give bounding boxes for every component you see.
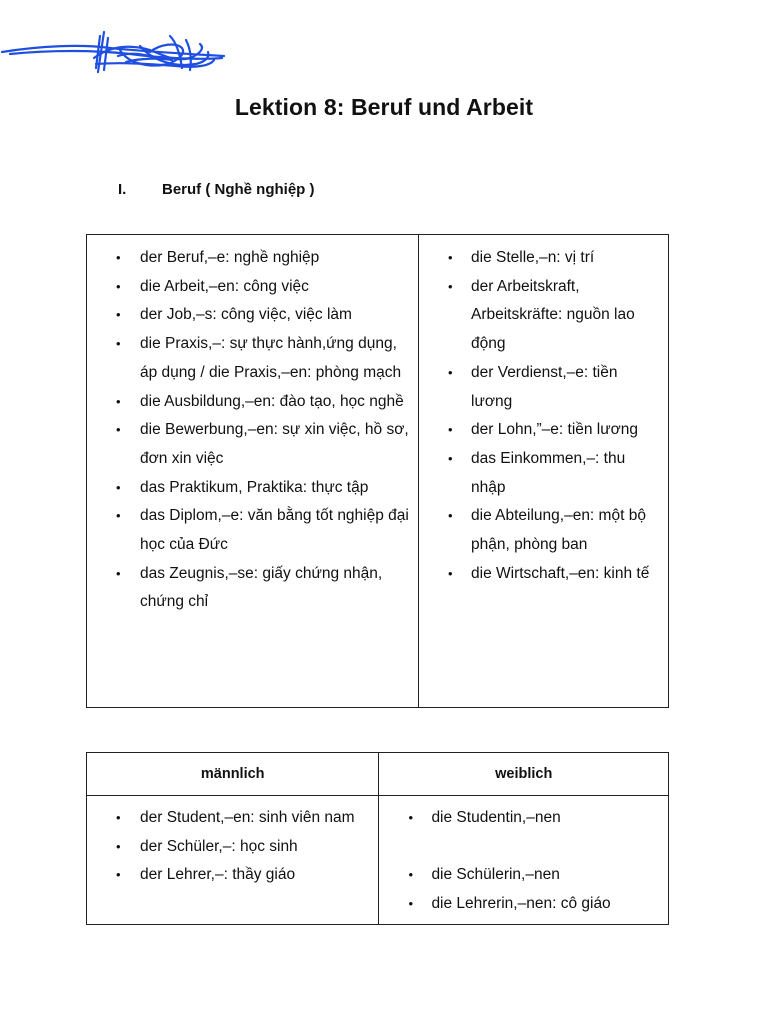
list-item: • das Diplom,–e: văn bằng tốt nghiệp đại học của Đức [87,502,412,559]
blue-scribble-signature [0,28,240,88]
list-item: • die Lehrerin,–nen: cô giáo [379,890,662,919]
list-item: • der Lehrer,–: thầy giáo [87,861,372,890]
list-item: • die Schülerin,–nen [379,861,662,890]
list-item: • das Praktikum, Praktika: thực tập [87,474,412,503]
list-item: • die Wirtschaft,–en: kinh tế [419,560,662,589]
list-item: • die Stelle,–n: vị trí [419,244,662,273]
gender-table [86,752,669,925]
header-female: weiblich [379,753,669,796]
list-item: • die Abteilung,–en: một bộ phận, phòng ban [419,502,662,559]
list-item: • der Schüler,–: học sinh [87,833,372,862]
vocab-right-column [419,235,669,708]
list-item: • der Beruf,–e: nghề nghiệp [87,244,412,273]
blank-line [379,833,662,862]
list-item: • das Zeugnis,–se: giấy chứng nhận, chứng chỉ [87,560,412,617]
list-item: • die Praxis,–: sự thực hành,ứng dụng, áp dụng / die Praxis,–en: phòng mạch [87,330,412,387]
list-item: • das Einkommen,–: thu nhập [419,445,662,502]
list-item: • der Student,–en: sinh viên nam [87,804,372,833]
section-heading [118,181,315,198]
page-title: Lektion 8: Beruf und Arbeit [234,94,534,120]
list-item: • die Bewerbung,–en: sự xin việc, hồ sơ, đơn xin việc [87,416,412,473]
list-item: • die Arbeit,–en: công việc [87,273,412,302]
list-item: • der Verdienst,–e: tiền lương [419,359,662,416]
male-column [87,796,379,925]
list-item: • der Lohn,”–e: tiền lương [419,416,662,445]
list-item: • die Ausbildung,–en: đào tạo, học nghề [87,388,412,417]
section-number: I. [118,181,127,198]
vocabulary-table [86,234,669,708]
list-item: • der Job,–s: công việc, việc làm [87,301,412,330]
list-item: • der Arbeitskraft, Arbeitskräfte: nguồn lao động [419,273,662,359]
header-male: männlich [87,753,379,796]
vocab-left-column [87,235,419,708]
female-column [379,796,669,925]
list-item: • die Studentin,–nen [379,804,662,833]
section-label: Beruf ( Nghề nghiệp ) [162,181,315,198]
